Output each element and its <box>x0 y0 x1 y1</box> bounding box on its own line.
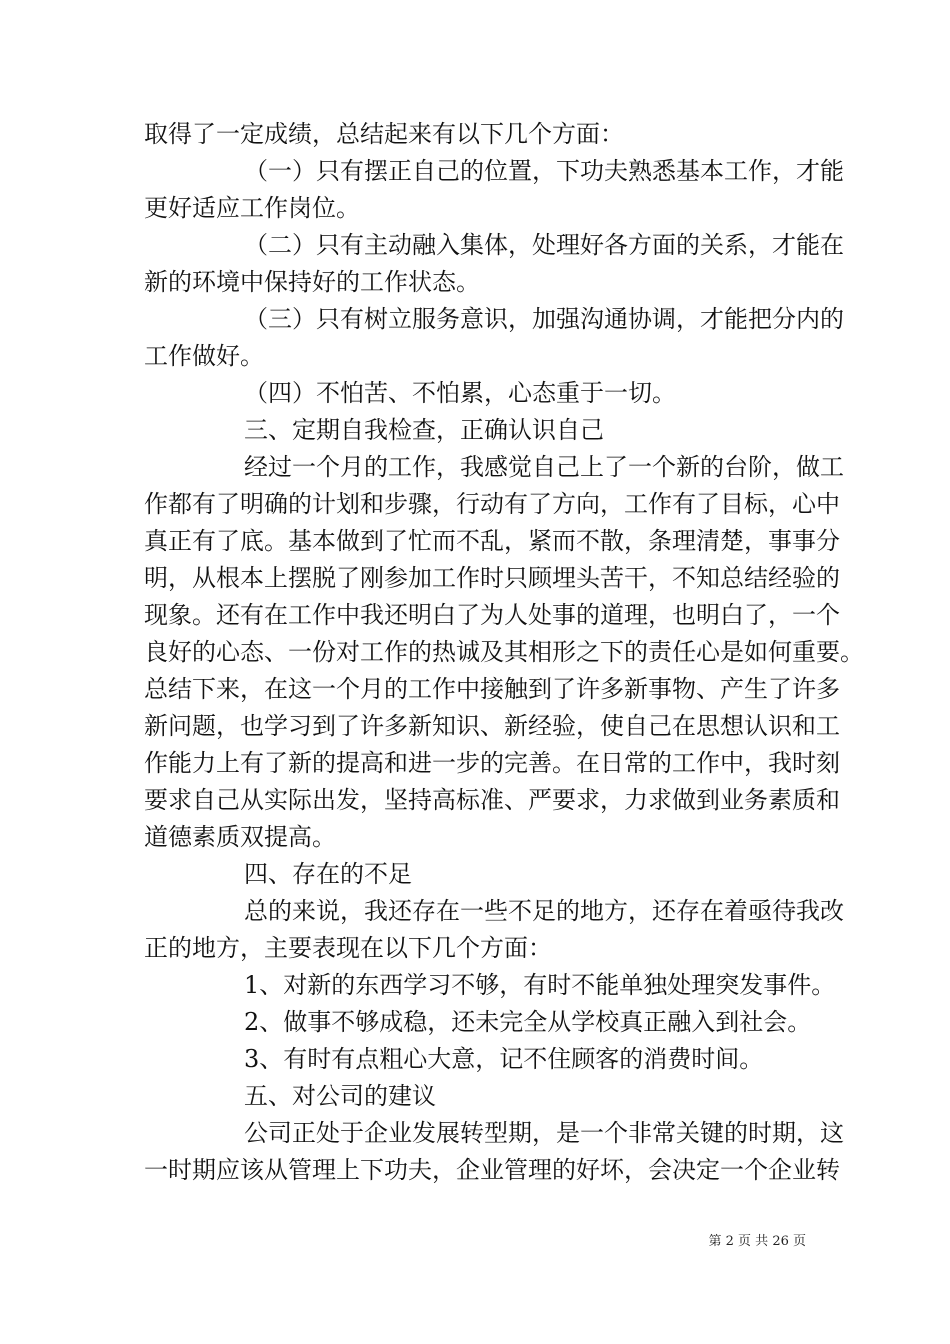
text-line: 真正有了底。基本做到了忙而不乱，紧而不散，条理清楚，事事分 <box>144 527 840 555</box>
text-line: （三）只有树立服务意识，加强沟通协调，才能把分内的 <box>244 305 844 333</box>
text-line: 要求自己从实际出发，坚持高标准、严要求，力求做到业务素质和 <box>144 786 840 814</box>
text-line: 现象。还有在工作中我还明白了为人处事的道理，也明白了，一个 <box>144 601 840 629</box>
list-item: 3、有时有点粗心大意，记不住顾客的消费时间。 <box>244 1045 764 1073</box>
text-line: （二）只有主动融入集体，处理好各方面的关系，才能在 <box>244 231 844 259</box>
text-line: 道德素质双提高。 <box>144 823 336 851</box>
text-line: 作都有了明确的计划和步骤，行动有了方向，工作有了目标，心中 <box>144 490 840 518</box>
text-line: 更好适应工作岗位。 <box>144 194 360 222</box>
text-line: 取得了一定成绩，总结起来有以下几个方面： <box>144 120 624 148</box>
text-line: 良好的心态、一份对工作的热诚及其相形之下的责任心是如何重要。 <box>144 638 864 666</box>
list-item: 1、对新的东西学习不够，有时不能单独处理突发事件。 <box>244 971 836 999</box>
text-line: 新的环境中保持好的工作状态。 <box>144 268 480 296</box>
text-line: 正的地方，主要表现在以下几个方面： <box>144 934 552 962</box>
section-heading: 四、存在的不足 <box>244 860 412 888</box>
section-heading: 三、定期自我检查，正确认识自己 <box>244 416 604 444</box>
text-line: （四）不怕苦、不怕累，心态重于一切。 <box>244 379 676 407</box>
text-line: 作能力上有了新的提高和进一步的完善。在日常的工作中，我时刻 <box>144 749 840 777</box>
text-line: 经过一个月的工作，我感觉自己上了一个新的台阶，做工 <box>244 453 844 481</box>
text-line: 总的来说，我还存在一些不足的地方，还存在着亟待我改 <box>244 897 844 925</box>
text-line: （一）只有摆正自己的位置，下功夫熟悉基本工作，才能 <box>244 157 844 185</box>
section-heading: 五、对公司的建议 <box>244 1082 436 1110</box>
text-line: 新问题，也学习到了许多新知识、新经验，使自己在思想认识和工 <box>144 712 840 740</box>
text-line: 公司正处于企业发展转型期，是一个非常关键的时期，这 <box>244 1119 844 1147</box>
body-text <box>144 116 864 1189</box>
text-line: 总结下来，在这一个月的工作中接触到了许多新事物、产生了许多 <box>144 675 840 703</box>
text-line: 明，从根本上摆脱了刚参加工作时只顾埋头苦干，不知总结经验的 <box>144 564 840 592</box>
text-line: 工作做好。 <box>144 342 264 370</box>
page-number: 第 2 页 共 26 页 <box>708 1234 806 1249</box>
text-line: 一时期应该从管理上下功夫，企业管理的好坏，会决定一个企业转 <box>144 1156 840 1184</box>
list-item: 2、做事不够成稳，还未完全从学校真正融入到社会。 <box>244 1008 812 1036</box>
